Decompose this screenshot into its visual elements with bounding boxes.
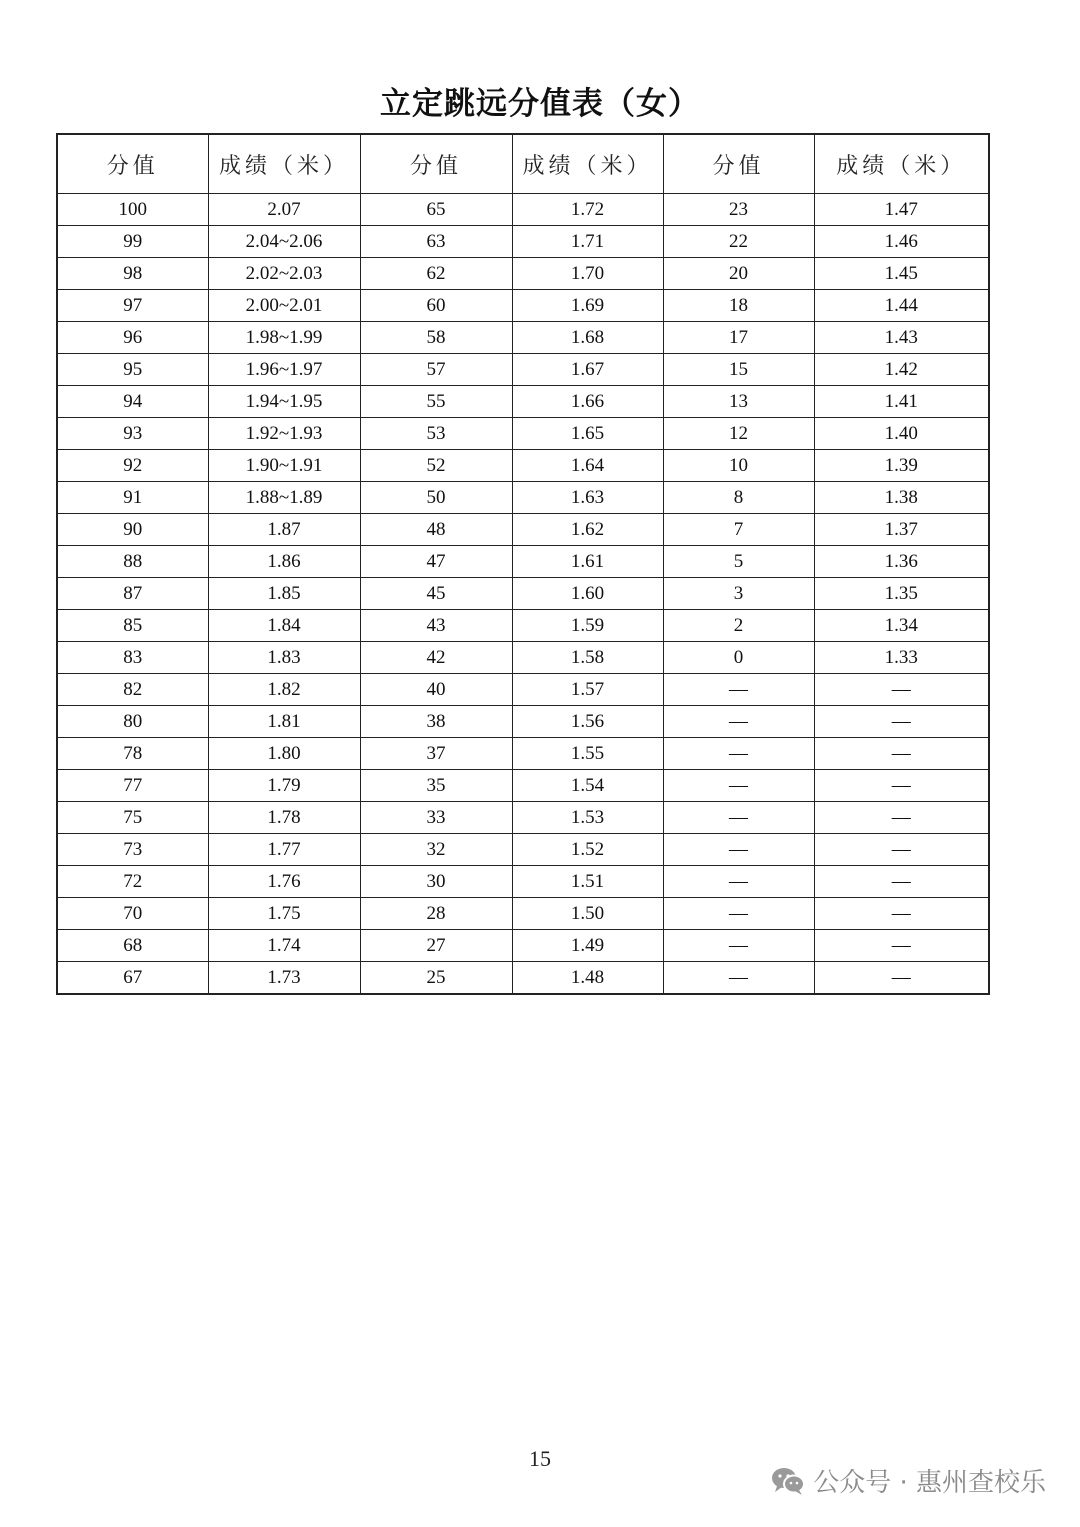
cell-score-2: 25 xyxy=(360,962,512,995)
cell-score-1: 92 xyxy=(57,450,208,482)
cell-result-3: — xyxy=(814,834,989,866)
table-row xyxy=(57,514,989,546)
table-row xyxy=(57,962,989,995)
cell-result-2: 1.71 xyxy=(512,226,663,258)
cell-score-3: 18 xyxy=(663,290,814,322)
cell-score-1: 99 xyxy=(57,226,208,258)
cell-score-1: 83 xyxy=(57,642,208,674)
cell-score-1: 73 xyxy=(57,834,208,866)
cell-result-1: 2.00~2.01 xyxy=(208,290,360,322)
cell-result-3: 1.36 xyxy=(814,546,989,578)
cell-result-3: 1.41 xyxy=(814,386,989,418)
cell-score-1: 97 xyxy=(57,290,208,322)
table-row xyxy=(57,706,989,738)
table-row xyxy=(57,450,989,482)
header-result-1: 成绩（米） xyxy=(208,134,360,194)
header-score-3: 分值 xyxy=(663,134,814,194)
header-result-3: 成绩（米） xyxy=(814,134,989,194)
cell-score-2: 32 xyxy=(360,834,512,866)
table-row xyxy=(57,770,989,802)
cell-score-1: 87 xyxy=(57,578,208,610)
table-row xyxy=(57,866,989,898)
header-score-1: 分值 xyxy=(57,134,208,194)
cell-score-2: 45 xyxy=(360,578,512,610)
cell-result-2: 1.52 xyxy=(512,834,663,866)
cell-result-3: 1.35 xyxy=(814,578,989,610)
cell-score-3: 20 xyxy=(663,258,814,290)
cell-result-1: 1.83 xyxy=(208,642,360,674)
cell-result-2: 1.67 xyxy=(512,354,663,386)
cell-score-2: 43 xyxy=(360,610,512,642)
table-row xyxy=(57,418,989,450)
header-result-2: 成绩（米） xyxy=(512,134,663,194)
cell-result-2: 1.61 xyxy=(512,546,663,578)
cell-result-2: 1.54 xyxy=(512,770,663,802)
cell-result-3: 1.42 xyxy=(814,354,989,386)
cell-score-2: 37 xyxy=(360,738,512,770)
cell-result-3: 1.34 xyxy=(814,610,989,642)
cell-score-3: 10 xyxy=(663,450,814,482)
cell-result-3: — xyxy=(814,930,989,962)
cell-score-3: 12 xyxy=(663,418,814,450)
cell-score-1: 77 xyxy=(57,770,208,802)
score-table xyxy=(56,133,990,995)
cell-score-1: 91 xyxy=(57,482,208,514)
cell-score-2: 50 xyxy=(360,482,512,514)
cell-score-1: 67 xyxy=(57,962,208,995)
cell-score-3: 7 xyxy=(663,514,814,546)
cell-score-2: 62 xyxy=(360,258,512,290)
table-row xyxy=(57,290,989,322)
cell-score-3: — xyxy=(663,866,814,898)
cell-result-1: 1.76 xyxy=(208,866,360,898)
cell-result-2: 1.66 xyxy=(512,386,663,418)
cell-score-1: 68 xyxy=(57,930,208,962)
cell-score-2: 55 xyxy=(360,386,512,418)
header-score-2: 分值 xyxy=(360,134,512,194)
cell-score-3: 22 xyxy=(663,226,814,258)
table-row xyxy=(57,898,989,930)
cell-score-2: 58 xyxy=(360,322,512,354)
cell-score-2: 52 xyxy=(360,450,512,482)
cell-result-3: 1.38 xyxy=(814,482,989,514)
cell-result-1: 2.04~2.06 xyxy=(208,226,360,258)
cell-score-3: 17 xyxy=(663,322,814,354)
cell-result-3: — xyxy=(814,898,989,930)
cell-score-3: — xyxy=(663,962,814,995)
cell-result-2: 1.59 xyxy=(512,610,663,642)
cell-score-3: 23 xyxy=(663,194,814,226)
table-body xyxy=(57,194,989,995)
table-row xyxy=(57,834,989,866)
cell-result-1: 1.94~1.95 xyxy=(208,386,360,418)
cell-score-2: 27 xyxy=(360,930,512,962)
table-row xyxy=(57,738,989,770)
cell-score-3: 0 xyxy=(663,642,814,674)
page-number: 15 xyxy=(529,1446,551,1471)
cell-score-1: 94 xyxy=(57,386,208,418)
cell-score-3: 5 xyxy=(663,546,814,578)
cell-score-2: 53 xyxy=(360,418,512,450)
table-row xyxy=(57,194,989,226)
cell-result-3: — xyxy=(814,738,989,770)
cell-score-3: 2 xyxy=(663,610,814,642)
cell-result-2: 1.65 xyxy=(512,418,663,450)
cell-score-3: — xyxy=(663,706,814,738)
cell-score-2: 35 xyxy=(360,770,512,802)
table-row xyxy=(57,258,989,290)
cell-score-2: 48 xyxy=(360,514,512,546)
cell-result-1: 1.98~1.99 xyxy=(208,322,360,354)
cell-score-2: 42 xyxy=(360,642,512,674)
cell-score-1: 80 xyxy=(57,706,208,738)
cell-score-1: 72 xyxy=(57,866,208,898)
cell-score-1: 93 xyxy=(57,418,208,450)
cell-result-2: 1.68 xyxy=(512,322,663,354)
cell-result-1: 1.90~1.91 xyxy=(208,450,360,482)
cell-result-2: 1.60 xyxy=(512,578,663,610)
cell-score-2: 38 xyxy=(360,706,512,738)
table-row xyxy=(57,354,989,386)
cell-result-1: 2.07 xyxy=(208,194,360,226)
cell-result-3: 1.39 xyxy=(814,450,989,482)
table-row xyxy=(57,578,989,610)
cell-score-2: 65 xyxy=(360,194,512,226)
cell-result-2: 1.50 xyxy=(512,898,663,930)
cell-score-3: — xyxy=(663,770,814,802)
cell-score-1: 95 xyxy=(57,354,208,386)
table-row xyxy=(57,482,989,514)
cell-score-1: 98 xyxy=(57,258,208,290)
cell-score-2: 30 xyxy=(360,866,512,898)
cell-score-2: 57 xyxy=(360,354,512,386)
cell-result-1: 1.84 xyxy=(208,610,360,642)
cell-result-2: 1.72 xyxy=(512,194,663,226)
cell-score-2: 40 xyxy=(360,674,512,706)
cell-result-2: 1.63 xyxy=(512,482,663,514)
cell-result-1: 1.85 xyxy=(208,578,360,610)
cell-score-2: 63 xyxy=(360,226,512,258)
cell-result-2: 1.64 xyxy=(512,450,663,482)
cell-result-3: 1.45 xyxy=(814,258,989,290)
cell-result-3: — xyxy=(814,674,989,706)
cell-result-2: 1.69 xyxy=(512,290,663,322)
cell-score-3: — xyxy=(663,674,814,706)
table-row xyxy=(57,642,989,674)
cell-score-1: 70 xyxy=(57,898,208,930)
cell-result-2: 1.51 xyxy=(512,866,663,898)
cell-result-3: — xyxy=(814,802,989,834)
cell-result-3: — xyxy=(814,706,989,738)
cell-result-1: 1.81 xyxy=(208,706,360,738)
cell-score-3: — xyxy=(663,738,814,770)
cell-result-2: 1.56 xyxy=(512,706,663,738)
watermark xyxy=(771,1462,1046,1499)
cell-result-3: — xyxy=(814,866,989,898)
cell-score-1: 82 xyxy=(57,674,208,706)
cell-score-2: 28 xyxy=(360,898,512,930)
cell-score-1: 88 xyxy=(57,546,208,578)
cell-score-1: 96 xyxy=(57,322,208,354)
cell-result-2: 1.58 xyxy=(512,642,663,674)
cell-result-1: 1.75 xyxy=(208,898,360,930)
cell-result-3: 1.46 xyxy=(814,226,989,258)
table-row xyxy=(57,226,989,258)
cell-score-1: 100 xyxy=(57,194,208,226)
cell-score-1: 85 xyxy=(57,610,208,642)
cell-score-1: 78 xyxy=(57,738,208,770)
cell-score-3: 3 xyxy=(663,578,814,610)
cell-score-3: — xyxy=(663,930,814,962)
cell-score-3: — xyxy=(663,802,814,834)
cell-score-2: 60 xyxy=(360,290,512,322)
cell-result-1: 1.96~1.97 xyxy=(208,354,360,386)
table-row xyxy=(57,674,989,706)
cell-result-1: 1.92~1.93 xyxy=(208,418,360,450)
cell-score-1: 90 xyxy=(57,514,208,546)
cell-score-3: — xyxy=(663,898,814,930)
cell-score-2: 47 xyxy=(360,546,512,578)
table-row xyxy=(57,322,989,354)
cell-result-2: 1.62 xyxy=(512,514,663,546)
cell-result-2: 1.55 xyxy=(512,738,663,770)
header-row xyxy=(57,134,989,194)
cell-result-3: 1.47 xyxy=(814,194,989,226)
cell-result-3: 1.43 xyxy=(814,322,989,354)
cell-result-1: 1.79 xyxy=(208,770,360,802)
cell-result-1: 1.80 xyxy=(208,738,360,770)
cell-result-2: 1.57 xyxy=(512,674,663,706)
cell-result-1: 1.86 xyxy=(208,546,360,578)
cell-result-1: 1.73 xyxy=(208,962,360,995)
table-row xyxy=(57,802,989,834)
cell-result-2: 1.70 xyxy=(512,258,663,290)
cell-result-3: — xyxy=(814,962,989,995)
cell-score-3: — xyxy=(663,834,814,866)
wechat-icon xyxy=(771,1466,805,1496)
table-row xyxy=(57,930,989,962)
table-row xyxy=(57,610,989,642)
cell-result-3: 1.37 xyxy=(814,514,989,546)
cell-result-1: 1.78 xyxy=(208,802,360,834)
cell-score-1: 75 xyxy=(57,802,208,834)
cell-score-2: 33 xyxy=(360,802,512,834)
cell-result-1: 1.77 xyxy=(208,834,360,866)
cell-result-1: 1.74 xyxy=(208,930,360,962)
cell-result-1: 1.82 xyxy=(208,674,360,706)
cell-result-3: 1.44 xyxy=(814,290,989,322)
cell-result-2: 1.53 xyxy=(512,802,663,834)
cell-result-2: 1.49 xyxy=(512,930,663,962)
table-header xyxy=(57,134,989,194)
cell-score-3: 8 xyxy=(663,482,814,514)
table-row xyxy=(57,386,989,418)
cell-result-1: 1.88~1.89 xyxy=(208,482,360,514)
cell-score-3: 13 xyxy=(663,386,814,418)
table-row xyxy=(57,546,989,578)
cell-result-3: — xyxy=(814,770,989,802)
cell-result-1: 2.02~2.03 xyxy=(208,258,360,290)
cell-result-1: 1.87 xyxy=(208,514,360,546)
cell-result-3: 1.33 xyxy=(814,642,989,674)
watermark-text: 公众号 · 惠州查校乐 xyxy=(813,1468,1046,1498)
table-title: 立定跳远分值表（女） xyxy=(380,86,700,122)
cell-score-3: 15 xyxy=(663,354,814,386)
cell-result-3: 1.40 xyxy=(814,418,989,450)
cell-result-2: 1.48 xyxy=(512,962,663,995)
